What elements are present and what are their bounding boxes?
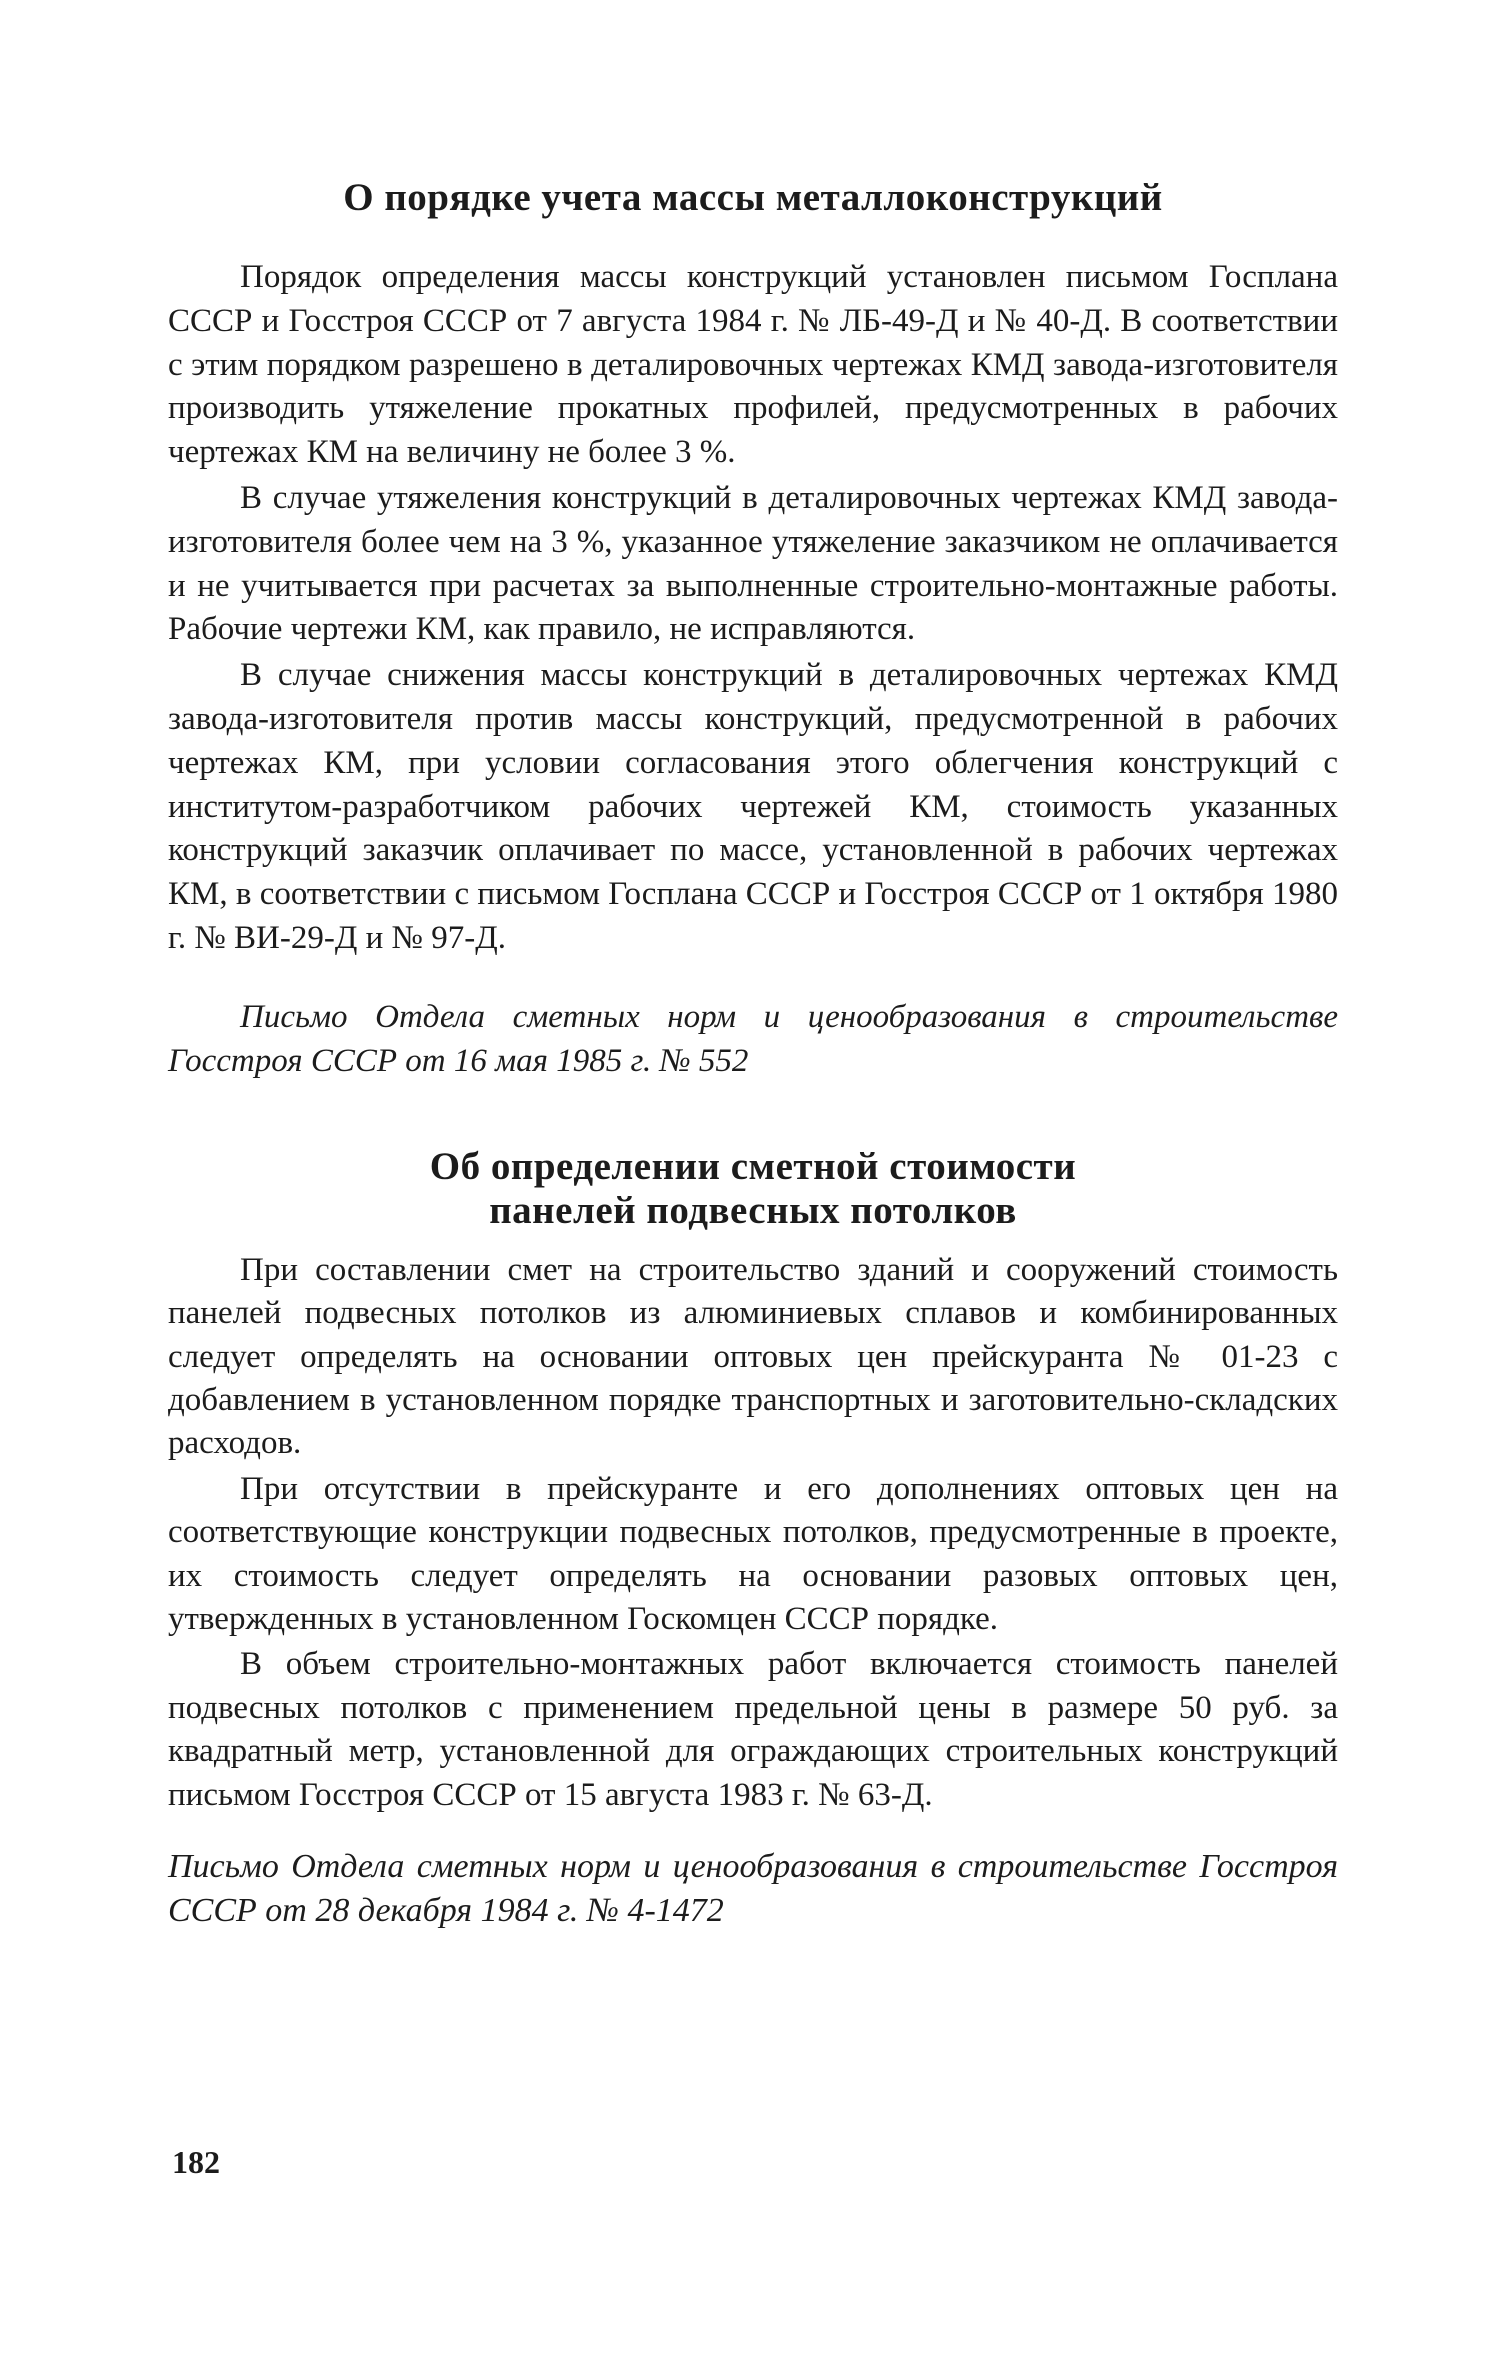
section-1-title: О порядке учета массы металлоконструкций bbox=[343, 176, 1163, 219]
paragraph: Порядок определения массы конструкций установлен письмом Госплана СССР и Госстроя СССР от 7 августа 1984 г. № ЛБ-49-Д и № 40-Д. В соответствии с этим порядком разрешено в деталировочных чертежах КМД завода-изготовителя производить утяжеление прокатных профилей, предусмотренных в рабочих чертежах КМ на величину не более 3 %. bbox=[168, 259, 1338, 471]
page-number: 182 bbox=[172, 2144, 220, 2180]
section-2-title-line-2: панелей подвесных потолков bbox=[489, 1188, 1017, 1232]
paragraph: В случае утяжеления конструкций в деталировочных чертежах КМД завода-изготовителя более чем на 3 %, указанное утяжеление заказчиком не оплачивается и не учитывается при расчетах за выполненные строительно-монтажные работы. Рабочие чертежи КМ, как правило, не исправляются. bbox=[168, 479, 1338, 648]
section-2-source: Письмо Отдела сметных норм и ценообразования в строительстве Госстроя СССР от 28 декабря 1984 г. № 4-1472 bbox=[168, 1848, 1338, 1930]
section-1-body bbox=[168, 256, 1338, 961]
paragraph: При составлении смет на строительство зданий и сооружений стоимость панелей подвесных потолков из алюминиевых сплавов и комбинированных следует определять на основании оптовых цен прейскуранта № 01-23 с добавлением в установленном порядке транспортных и заготовительно-складских расходов. bbox=[168, 1251, 1338, 1462]
section-2-title-line-1: Об определении сметной стоимости bbox=[429, 1144, 1077, 1188]
section-2-title bbox=[168, 1145, 1338, 1233]
paragraph: В случае снижения массы конструкций в деталировочных чертежах КМД завода-изготовителя против массы конструкций, предусмотренной в рабочих чертежах КМ, при условии согласования этого облегчения конструкций с институтом-разработчиком рабочих чертежей КМ, стоимость указанных конструкций заказчик оплачивает по массе, установленной в рабочих чертежах КМ, в соответствии с письмом Госплана СССР и Госстроя СССР от 1 октября 1980 г. № ВИ-29-Д и № 97-Д. bbox=[168, 657, 1338, 956]
paragraph: При отсутствии в прейскуранте и его дополнениях оптовых цен на соответствующие конструкции подвесных потолков, предусмотренные в проекте, их стоимость следует определять на основании разовых оптовых цен, утвержденных в установленном Госкомцен СССР порядке. bbox=[168, 1470, 1338, 1637]
section-2-body bbox=[168, 1249, 1338, 1817]
section-1-source: Письмо Отдела сметных норм и ценообразования в строительстве Госстроя СССР от 16 мая 1985 г. № 552 bbox=[168, 998, 1338, 1079]
page-content bbox=[168, 176, 1338, 1933]
paragraph: В объем строительно-монтажных работ включается стоимость панелей подвесных потолков с применением предельной цены в размере 50 руб. за квадратный метр, установленной для ограждающих строительных конструкций письмом Госстроя СССР от 15 августа 1983 г. № 63-Д. bbox=[168, 1646, 1338, 1813]
